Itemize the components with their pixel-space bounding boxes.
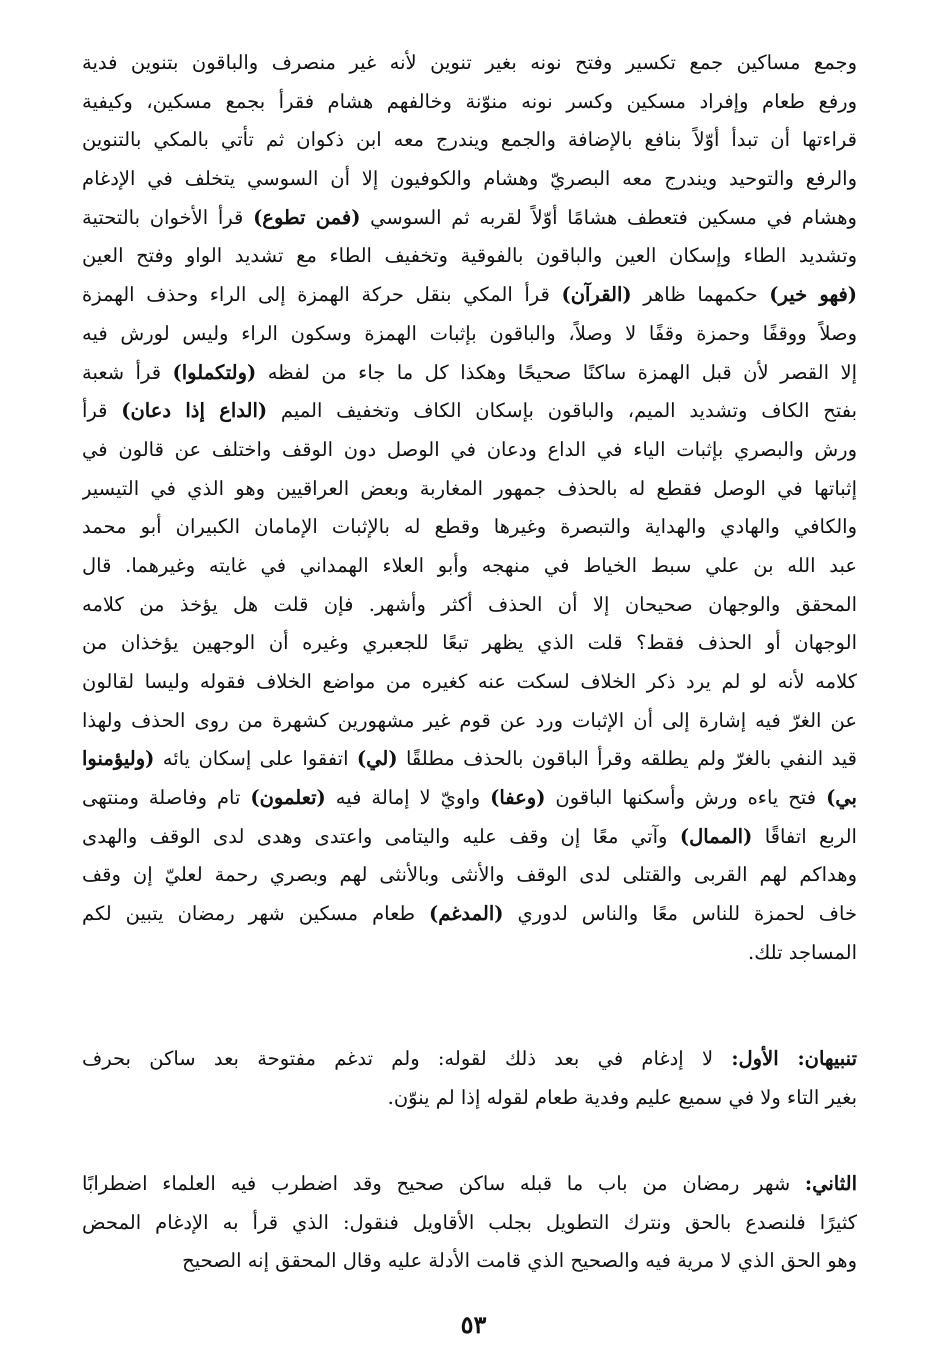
text-line: إثباتها في الوصل فقطع له بالحذف جمهور المغاربة وبعض العراقيين وهو الذي في التيسير xyxy=(82,476,857,500)
text-segment: وآتي معًا إن وقف عليه واليتامى واعتدى وهدى لدى الوقف والهدى xyxy=(82,824,680,848)
text-segment: فتح ياءه ورش وأسكنها الباقون xyxy=(545,786,827,810)
text-line: ورش والبصري بإثبات الياء في الداع ودعان في الوصل دون الوقف واختلف عن قالون في xyxy=(82,437,857,461)
text-segment: وهشام في مسكين فتعطف هشامًا أوّلاً لقربه ثم السوسي xyxy=(360,205,857,229)
text-line xyxy=(82,199,857,238)
bold-term: (فمن تطوع) xyxy=(253,205,361,229)
text-segment: قرأ الأخوان بالتحتية xyxy=(82,205,254,229)
text-line: كثيرًا فلنصدع بالحق ونترك التطويل بجلب الأقاويل فنقول: الذي قرأ به الإدغام المحض xyxy=(82,1210,857,1234)
text-line: وهو الحق الذي لا مرية فيه والصحيح الذي قامت الأدلة عليه وقال المحقق إنه الصحيح xyxy=(182,1249,857,1273)
text-segment: قرأ المكي بنقل حركة الهمزة إلى الراء وحذف الهمزة xyxy=(82,283,562,307)
text-line: عبد الله بن علي سبط الخياط في منهجه وأبو العلاء الهمداني في غايته وغيرهما. قال xyxy=(82,553,857,577)
bold-term: (المدغم) xyxy=(429,902,504,926)
text-segment: شهر رمضان من باب ما قبله ساكن صحيح وقد اضطرب فيه العلماء اضطرابًا xyxy=(82,1172,805,1195)
text-line xyxy=(82,276,857,315)
text-segment: لا إدغام في بعد ذلك لقوله: ولم تدغم مفتوحة بعد ساكن بحرف xyxy=(82,1047,732,1070)
page-number: ٥٣ xyxy=(460,1310,487,1339)
text-line xyxy=(82,1040,857,1079)
text-segment: خاف لحمزة للناس معًا والناس لدوري xyxy=(503,902,857,926)
text-line xyxy=(82,779,857,818)
text-line: وهداكم لهم القربى والقتلى لدى الوقف والأنثى وبالأنثى لهم وبصري رحمة لعليّ إن وقف xyxy=(82,863,857,887)
bold-term: (فهو خير) xyxy=(769,283,857,307)
bold-term: (وليؤمنوا xyxy=(82,747,155,771)
text-line: وصلاً ووقفًا وحمزة وقفًا لا وصلاً، والباقون بإثبات الهمزة وسكون الراء وليس لورش فيه xyxy=(82,321,857,345)
bold-term: بي) xyxy=(826,786,857,810)
text-line xyxy=(82,1165,857,1204)
text-line: والكافي والهادي والهداية والتبصرة وغيرها وقطع له بالإثبات الإمامان الكبيران أبو محمد xyxy=(82,515,857,539)
bold-term: (القرآن) xyxy=(561,283,632,307)
text-line: والرفع والتوحيد ويندرج معه البصريّ وهشام والكوفيون إلا أن السوسي يتخلف في الإدغام xyxy=(82,167,857,191)
text-segment: إلا القصر لأن قبل الهمزة ساكنًا صحيحًا وهكذا كل ما جاء من لفظه xyxy=(256,360,857,384)
bold-term: (لي) xyxy=(356,747,398,771)
paragraph-tanbihan xyxy=(82,1040,857,1117)
text-segment: تام وفاصلة ومنتهى xyxy=(82,786,251,810)
text-line: ورفع طعام وإفراد مسكين وكسر نونه منوّنة وخالفهم هشام فقرأ بجمع مسكين، وكيفية xyxy=(82,89,857,113)
text-line: الوجهان أو الحذف فقط؟ قلت الذي يظهر تبعًا للجعبري وغيره أن الوجهين يؤخذان من xyxy=(82,631,857,655)
text-segment: قيد النفي بالغرّ ولم يطلقه وقرأ الباقون بالحذف مطلقًا xyxy=(397,747,857,771)
bold-term: تنبيهان: الأول: xyxy=(731,1047,857,1070)
text-line: بغير التاء ولا في سميع عليم وفدية طعام لقوله إذا لم ينوّن. xyxy=(387,1085,857,1109)
text-line xyxy=(82,740,857,779)
bold-term: (تعلمون) xyxy=(250,786,326,810)
text-segment: بفتح الكاف وتشديد الميم، والباقون بإسكان الكاف وتخفيف الميم xyxy=(267,399,857,423)
text-line: المساجد تلك. xyxy=(748,940,857,964)
bold-term: (وعفا) xyxy=(490,786,546,810)
bold-term: (الداع إذا دعان) xyxy=(121,399,268,423)
text-line: كلامه لأنه لو لم يرد ذكر الخلاف لسكت عنه كغيره من مواضع الخلاف فقوله وليسا لقالون xyxy=(82,670,857,693)
text-line: عن الغرّ فيه إشارة إلى أن الإثبات ورد عن قوم غير مشهورين كشهرة من روى الحذف ولهذا xyxy=(82,708,857,732)
bold-term: (الممال) xyxy=(679,824,753,848)
bold-term: (ولتكملوا) xyxy=(172,360,257,384)
paragraph-thani xyxy=(82,1165,857,1281)
bold-term: الثاني: xyxy=(804,1172,857,1195)
text-line xyxy=(82,392,857,431)
text-segment: الربع اتفاقًا xyxy=(752,824,857,848)
text-line xyxy=(82,895,857,934)
text-segment: واويّ لا إمالة فيه xyxy=(325,786,491,810)
text-segment: قرأ xyxy=(82,399,122,423)
text-segment: اتفقوا على إسكان يائه xyxy=(154,747,357,771)
text-line: قراءتها أن تبدأ أوّلاً بنافع بالإضافة والجمع ويندرج معه ابن ذكوان ثم تأتي بالمكي بالتنوين xyxy=(82,128,857,152)
text-line: المحقق والوجهان صحيحان إلا أن الحذف أكثر وأشهر. فإن قلت هل يؤخذ من كلامه xyxy=(82,592,857,616)
text-line xyxy=(82,818,857,857)
text-segment: طعام مسكين شهر رمضان يتبين لكم xyxy=(82,902,430,926)
text-segment: حكمهما ظاهر xyxy=(631,283,770,307)
text-line: وتشديد الطاء وإسكان العين والباقون بالفوقية وتخفيف الطاء مع تشديد الواو وفتح العين xyxy=(82,244,857,268)
text-line xyxy=(82,354,857,393)
paragraph-main xyxy=(82,44,857,973)
text-line: وجمع مساكين جمع تكسير وفتح نونه بغير تنوين لأنه غير منصرف والباقون بتنوين فدية xyxy=(82,51,857,74)
text-segment: قرأ شعبة xyxy=(82,360,173,384)
